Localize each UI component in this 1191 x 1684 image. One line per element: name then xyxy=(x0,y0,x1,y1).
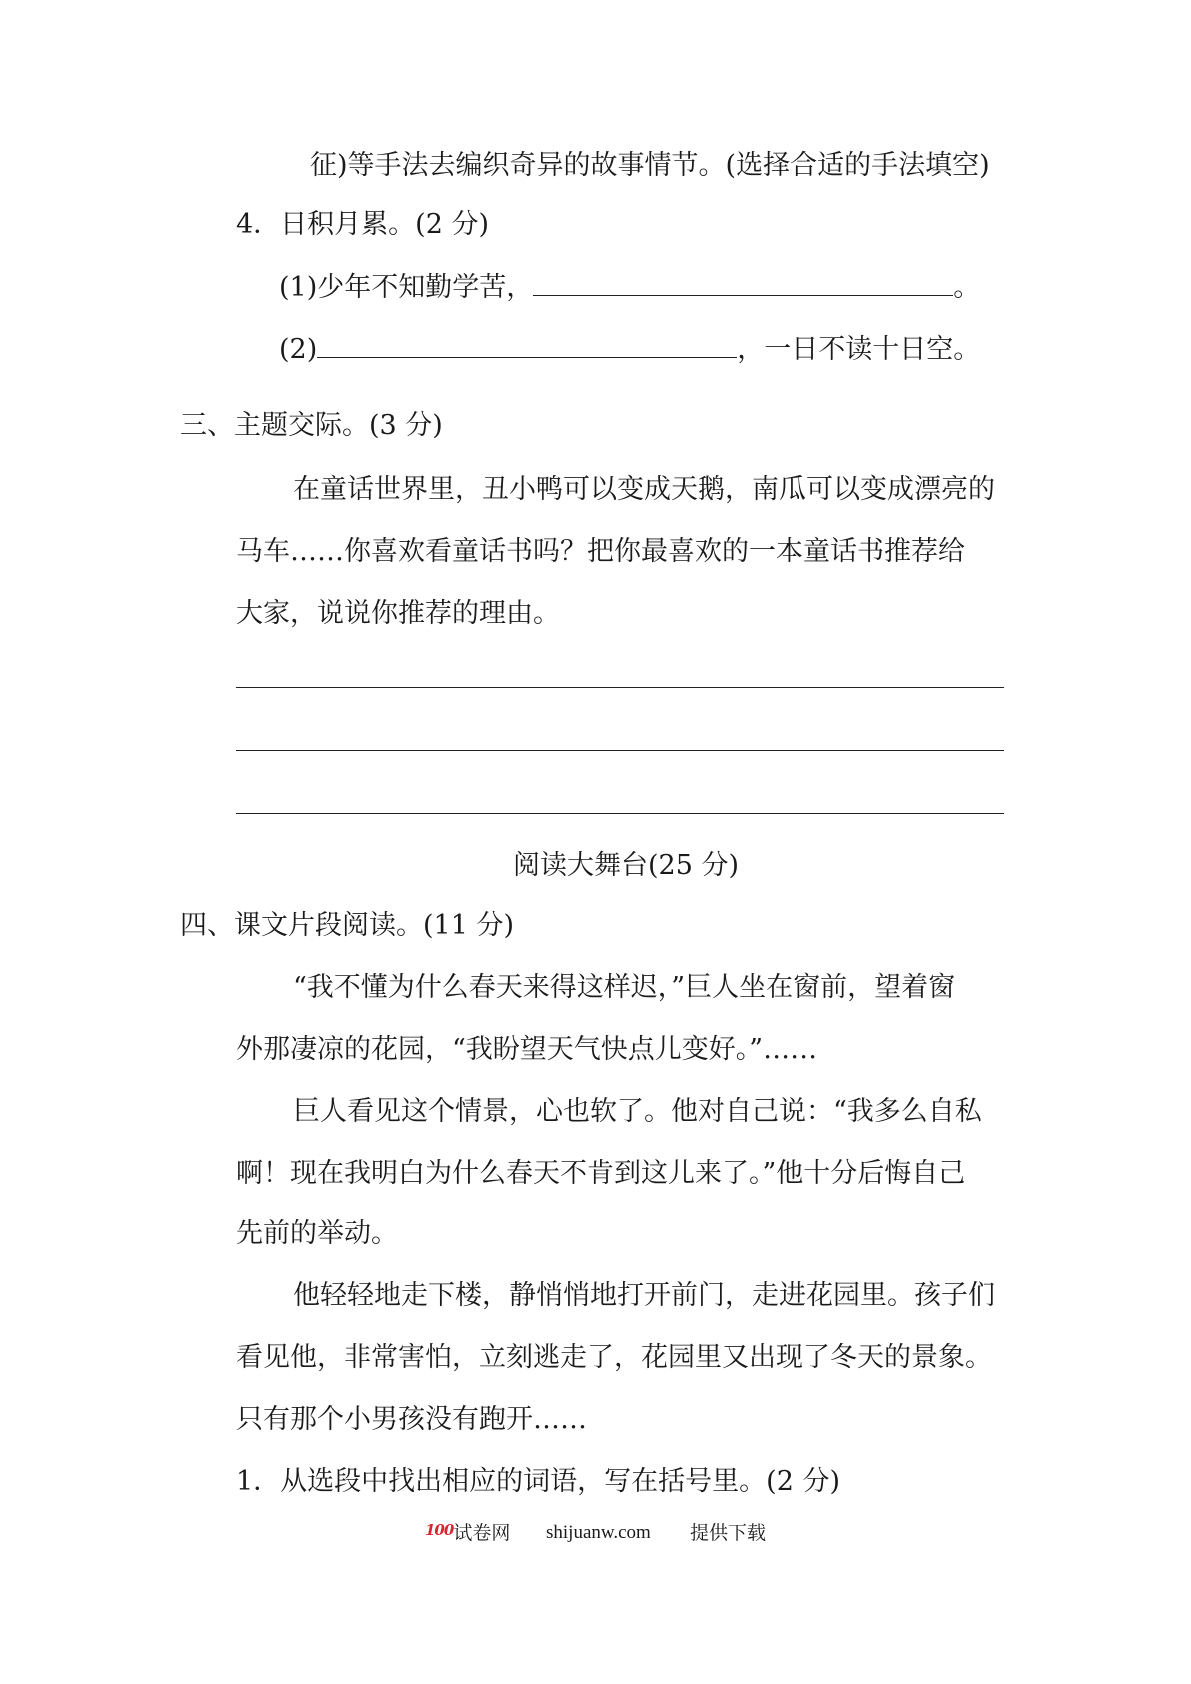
section-4-question-1: 1．从选段中找出相应的词语，写在括号里。(2 分) xyxy=(236,1466,841,1497)
q3-continuation: 征)等手法去编织奇异的故事情节。(选择合适的手法填空) xyxy=(310,150,990,181)
section-3-title: 三、主题交际。(3 分) xyxy=(180,410,443,441)
q4-item-1-suffix: 。 xyxy=(953,272,981,303)
passage-p2-line-1: 巨人看见这个情景，心也软了。他对自己说：“我多么自私 xyxy=(293,1096,982,1127)
section-3-line-1: 在童话世界里，丑小鸭可以变成天鹅，南瓜可以变成漂亮的 xyxy=(293,474,995,505)
passage-p3-line-2: 看见他，非常害怕，立刻逃走了，花园里又出现了冬天的景象。 xyxy=(236,1342,992,1373)
passage-p1-line-1: “我不懂为什么春天来得这样迟，”巨人坐在窗前，望着窗 xyxy=(293,972,956,1003)
q4-item-1 xyxy=(279,265,980,308)
passage-p2-line-3: 先前的举动。 xyxy=(236,1218,398,1249)
logo-text: 试卷网 xyxy=(453,1522,511,1544)
footer-site-link[interactable]: shijuanw.com xyxy=(546,1522,651,1543)
q4-title: 4．日积月累。(2 分) xyxy=(236,209,490,240)
answer-blank[interactable] xyxy=(317,327,737,358)
reading-section-title: 阅读大舞台(25 分) xyxy=(513,850,740,881)
section-3-line-2: 马车……你喜欢看童话书吗？把你最喜欢的一本童话书推荐给 xyxy=(236,536,965,567)
q4-item-2-suffix: ，一日不读十日空。 xyxy=(737,334,981,365)
passage-p3-line-1: 他轻轻地走下楼，静悄悄地打开前门，走进花园里。孩子们 xyxy=(293,1280,995,1311)
q4-item-1-prefix: (1)少年不知勤学苦， xyxy=(279,272,534,303)
passage-p1-line-2: 外那凄凉的花园，“我盼望天气快点儿变好。”…… xyxy=(236,1034,818,1065)
passage-p3-line-3: 只有那个小男孩没有跑开…… xyxy=(236,1404,587,1435)
logo-number: 100 xyxy=(425,1521,454,1539)
q4-item-2-prefix: (2) xyxy=(279,334,318,365)
answer-line[interactable] xyxy=(236,687,1004,688)
section-4-title: 四、课文片段阅读。(11 分) xyxy=(180,910,515,941)
answer-line[interactable] xyxy=(236,750,1004,751)
answer-blank[interactable] xyxy=(533,265,953,296)
q4-item-2 xyxy=(279,327,980,370)
footer-logo[interactable] xyxy=(425,1518,510,1548)
footer-note: 提供下载 xyxy=(690,1522,767,1544)
passage-p2-line-2: 啊！现在我明白为什么春天不肯到这儿来了。”他十分后悔自己 xyxy=(236,1158,966,1189)
section-3-line-3: 大家，说说你推荐的理由。 xyxy=(236,598,560,629)
answer-line[interactable] xyxy=(236,813,1004,814)
